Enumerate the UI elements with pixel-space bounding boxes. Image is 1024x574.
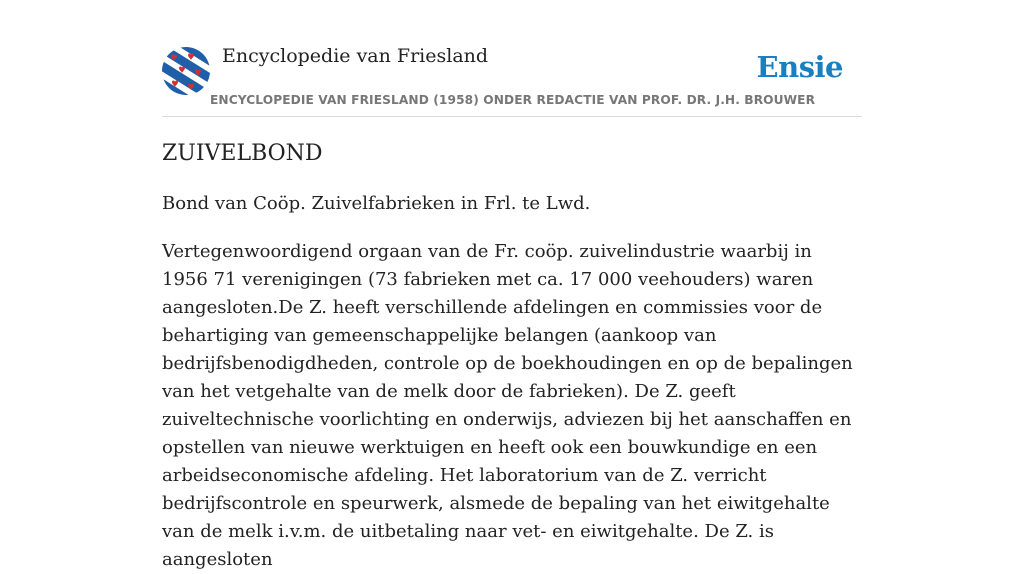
entry-lead: Bond van Coöp. Zuivelfabrieken in Frl. te Lwd. xyxy=(162,193,591,214)
brand-logo-link[interactable]: Ensie xyxy=(756,50,843,84)
entry-body: Vertegenwoordigend orgaan van de Fr. coöp. zuivelindustrie waarbij in 1956 71 verenigingen (73 fabrieken met ca. 17 000 veehouders) waren aangesloten.De Z. heeft verschillende afdelingen en commissies voor de behartiging van gemeenschappelijke belangen (aankoop van bedrijfsbenodigdheden, controle op de boekhoudingen en op de bepalingen van het vetgehalte van de melk door de fabrieken). De Z. geeft zuiveltechnische voorlichting en onderwijs, adviezen bij het aanschaffen en opstellen van nieuwe werktuigen en heeft ook een bouwkundige en een arbeidseconomische afdeling. Het laboratorium van de Z. verricht bedrijfscontrole en speurwerk, alsmede de bepaling van het eiwitgehalte van de melk i.v.m. de uitbetaling naar vet- en eiwitgehalte. De Z. is aangesloten xyxy=(162,241,853,570)
encyclopedia-subtitle: ENCYCLOPEDIE VAN FRIESLAND (1958) ONDER REDACTIE VAN PROF. DR. J.H. BROUWER xyxy=(210,93,816,107)
entry-title: ZUIVELBOND xyxy=(162,141,323,166)
content-container xyxy=(162,0,862,570)
site-name[interactable]: Encyclopedie van Friesland xyxy=(222,45,489,67)
frisian-flag-icon[interactable] xyxy=(162,47,210,95)
header xyxy=(162,0,862,117)
